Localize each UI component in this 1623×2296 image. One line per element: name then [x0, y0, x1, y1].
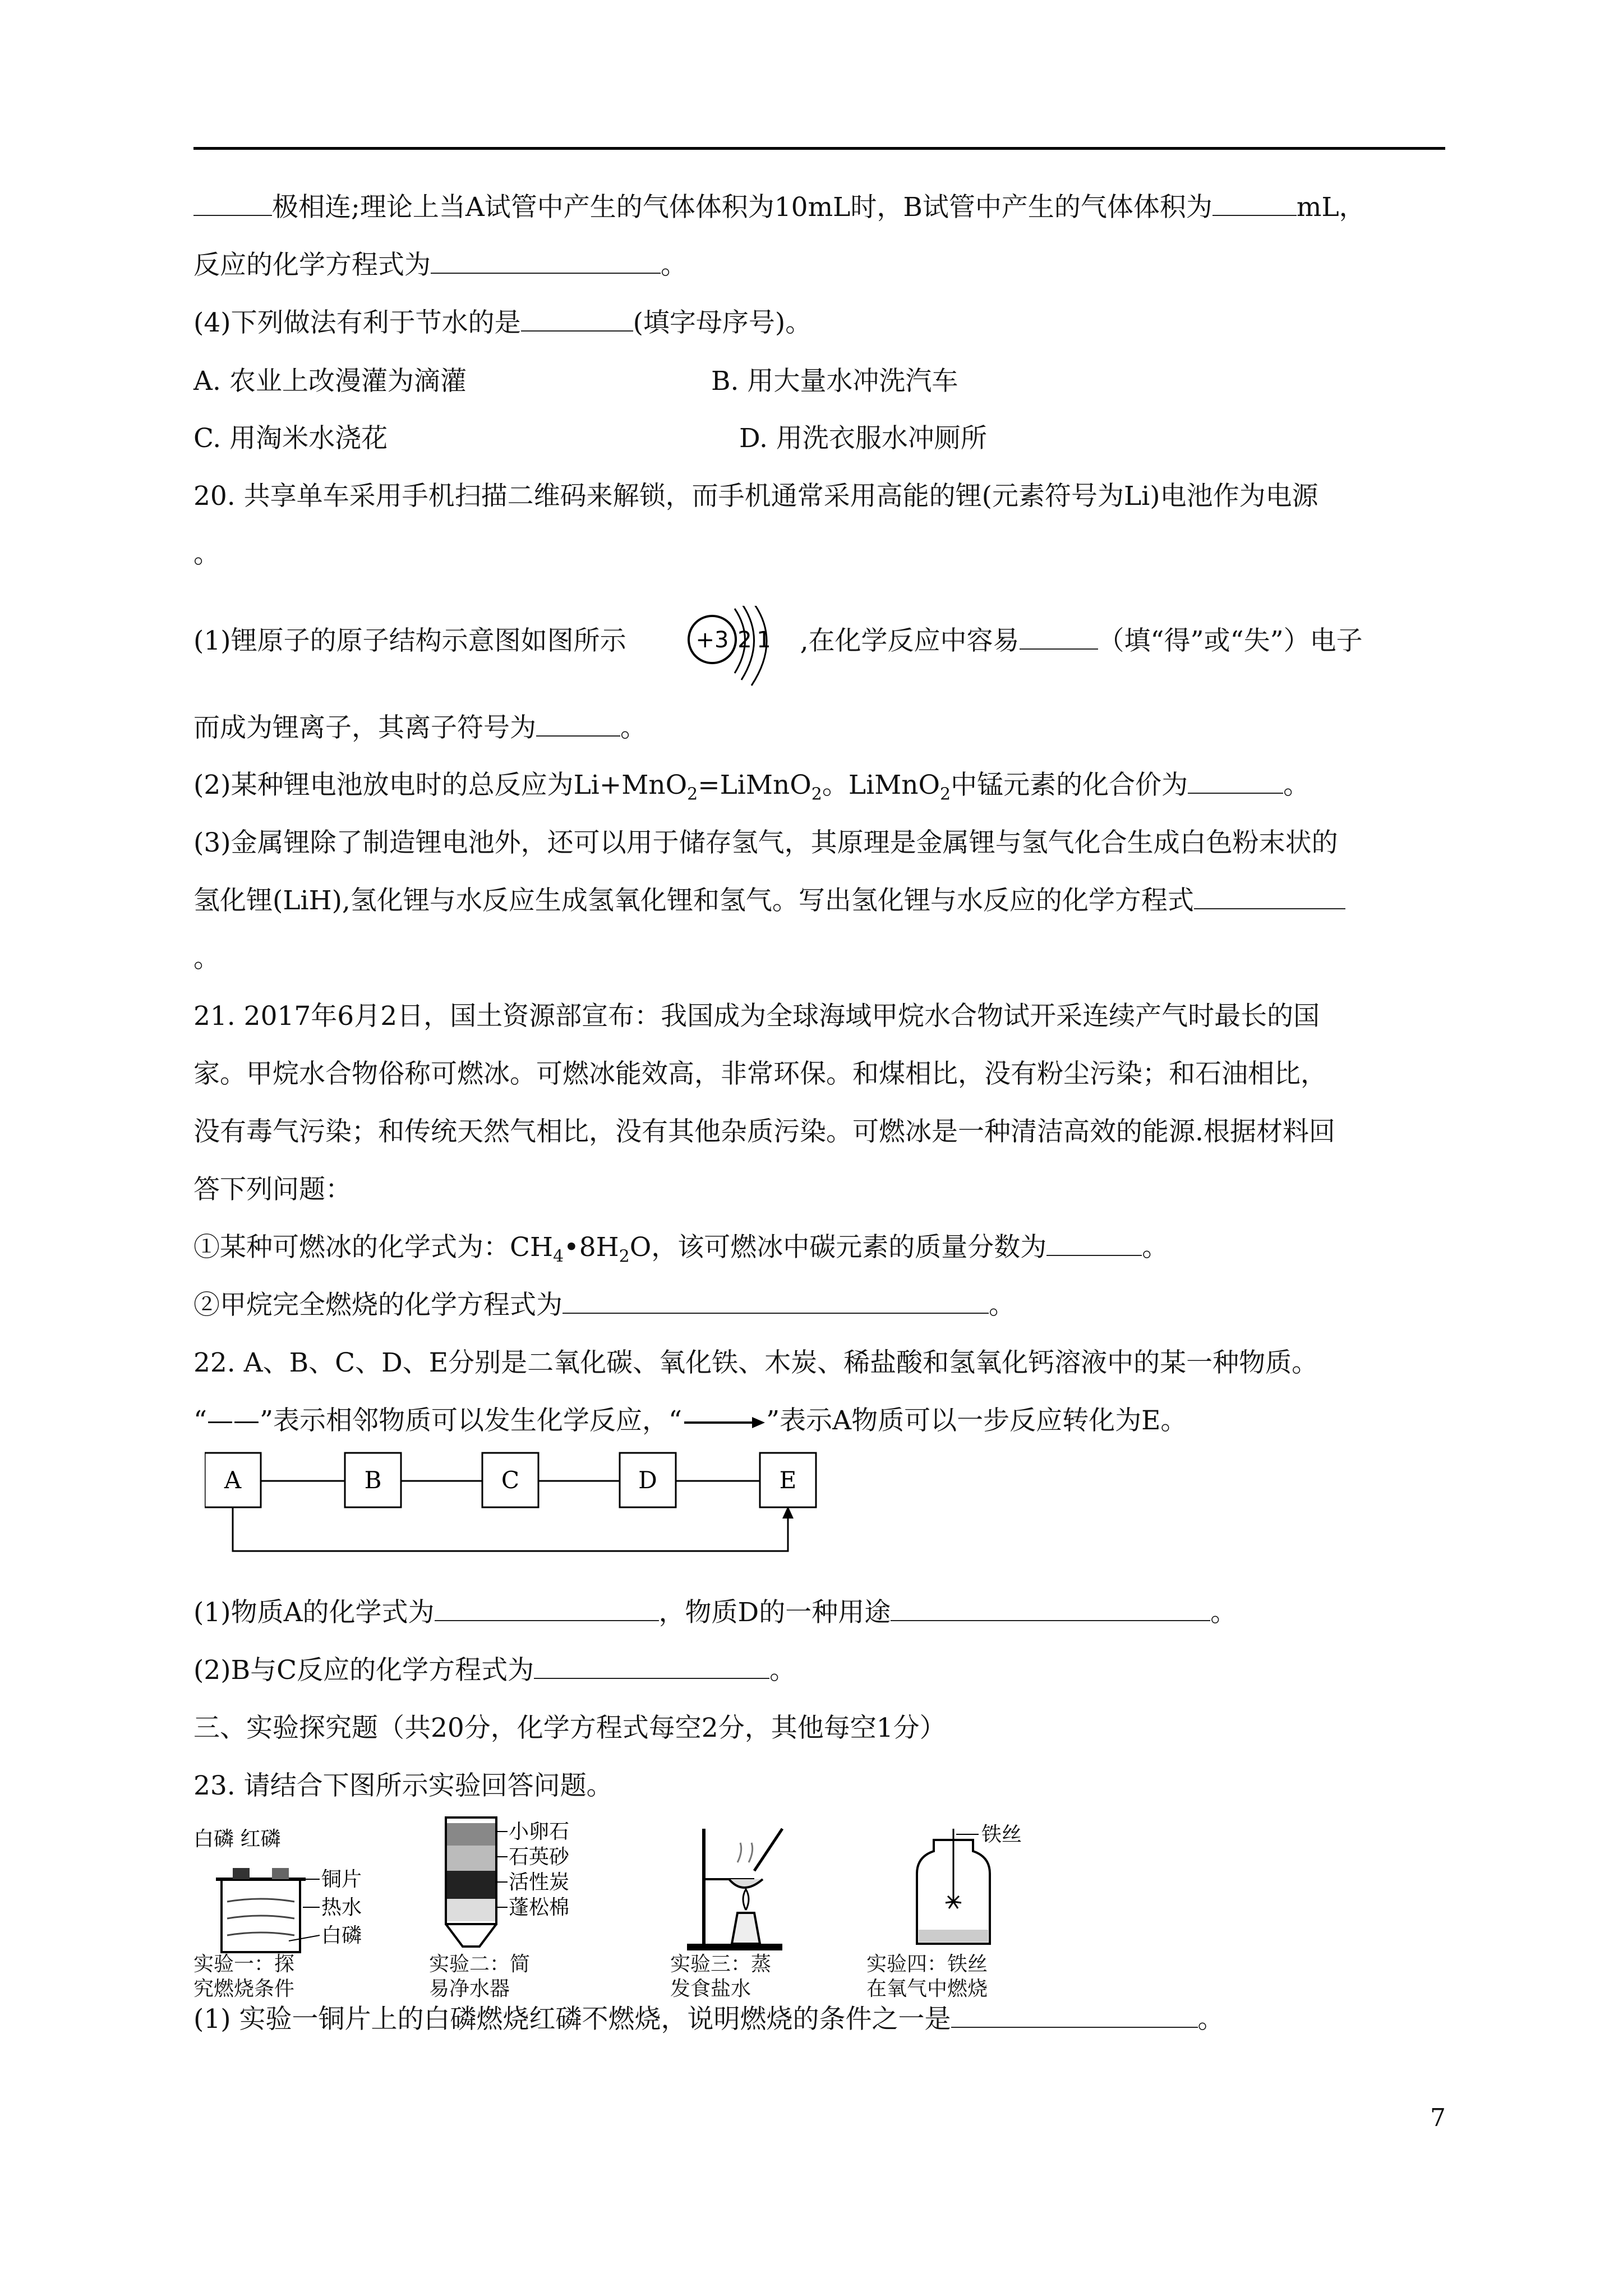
answer-blank[interactable] — [1020, 627, 1098, 650]
text-line: 家。甲烷水合物俗称可燃冰。可燃冰能效高，非常环保。和煤相比，没有粉尘污染；和石油相比， — [193, 1059, 1327, 1089]
figure-label: 蓬松棉 — [509, 1896, 570, 1919]
figure-label: 石英砂 — [509, 1846, 570, 1869]
conversion-arrow — [233, 1507, 788, 1551]
arrow-icon — [682, 1414, 766, 1431]
question-22: 22. A、B、C、D、E分别是二氧化碳、氧化铁、木炭、稀盐酸和氢氧化钙溶液中的某一种物质。 — [193, 1347, 1318, 1378]
evaporating-dish-shape — [729, 1879, 763, 1888]
alcohol-lamp-shape — [732, 1913, 760, 1944]
figure-label: 热水 — [321, 1896, 362, 1919]
option-d: D. 用洗衣服水冲厕所 — [739, 423, 987, 454]
text-line: 而成为锂离子，其离子符号为 。 — [193, 712, 647, 743]
answer-blank[interactable] — [1188, 771, 1283, 794]
answer-blank[interactable] — [193, 194, 272, 216]
answer-blank[interactable] — [1046, 1234, 1142, 1256]
question-21: 21. 2017年6月2日，国土资源部宣布：我国成为全球海域甲烷水合物试开采连续产气时最长的国 — [193, 1001, 1320, 1032]
lithium-atom-diagram — [685, 606, 781, 690]
answer-blank[interactable] — [536, 714, 620, 737]
text-line: 氢化锂(LiH),氢化锂与水反应生成氢氧化锂和氢气。写出氢化锂与水反应的化学方程式 — [193, 884, 1345, 918]
page-number: 7 — [1430, 2104, 1446, 2132]
experiment-3-figure — [670, 1818, 805, 1958]
experiment-1-figure — [193, 1823, 373, 1963]
question-23: 23. 请结合下图所示实验回答问题。 — [193, 1770, 613, 1801]
text-line: 极相连;理论上当A试管中产生的气体体积为10mL时，B试管中产生的气体体积为 mL， — [193, 191, 1366, 224]
text-line: 。 — [193, 943, 220, 974]
answer-blank[interactable] — [951, 2005, 1198, 2028]
answer-blank[interactable] — [431, 251, 661, 274]
box-e-label: E — [779, 1466, 797, 1494]
shell-2-electrons: 1 — [757, 627, 771, 653]
figure-label: 白磷 — [321, 1924, 362, 1947]
question-21-2: ②甲烷完全燃烧的化学方程式为 。 — [193, 1290, 1015, 1320]
question-21-1: ①某种可燃冰的化学式为：$CH_4•8H_2O$，该可燃冰中碳元素的质量分数为 。 — [193, 1232, 1169, 1267]
question-20-1: (1)锂原子的原子结构示意图如图所示 ,在化学反应中容易 （填“得”或“失”）电子 — [193, 625, 1363, 656]
text-line: 。 — [193, 539, 220, 569]
header-rule — [193, 147, 1445, 150]
experiment-1-caption: 实验一：探 究燃烧条件 — [193, 1953, 295, 2000]
answer-blank[interactable] — [435, 1599, 659, 1621]
question-4: (4)下列做法有利于节水的是 (填字母序号)。 — [193, 307, 812, 338]
option-row — [739, 422, 987, 455]
answer-blank[interactable] — [1194, 887, 1345, 909]
text-line: 答下列问题： — [193, 1174, 352, 1205]
experiment-4-caption: 实验四：铁丝 在氧气中燃烧 — [866, 1953, 988, 2000]
answer-blank[interactable] — [521, 309, 633, 332]
nucleus-charge: +3 — [695, 627, 729, 653]
text-line: 反应的化学方程式为 。 — [193, 250, 687, 280]
box-d-label: D — [638, 1466, 657, 1494]
figure-label: 铁丝 — [981, 1823, 1022, 1846]
option-row — [193, 365, 467, 398]
experiment-3-caption: 实验三：蒸 发食盐水 — [670, 1953, 772, 2000]
question-22-1: (1)物质A的化学式为 ，物质D的一种用途 。 — [193, 1597, 1237, 1628]
option-row — [711, 365, 958, 398]
figure-label: 小卵石 — [509, 1820, 570, 1843]
question-20-2: (2)某种锂电池放电时的总反应为Li+MnO$_2$=LiMnO$_2$。LiMnO$_2$中锰元素的化合价为 。 — [193, 770, 1310, 804]
question-20-3: (3)金属锂除了制造锂电池外，还可以用于储存氢气，其原理是金属锂与氢气化合生成白色粉末状的 — [193, 827, 1338, 858]
question-23-1: (1) 实验一铜片上的白磷燃烧红磷不燃烧，说明燃烧的条件之一是 。 — [193, 2004, 1224, 2035]
question-20: 20. 共享单车采用手机扫描二维码来解锁，而手机通常采用高能的锂(元素符号为Li)电池作为电源 — [193, 481, 1318, 512]
text-line: “——”表示相邻物质可以发生化学反应，“ ”表示A物质可以一步反应转化为E。 — [193, 1405, 1187, 1436]
option-b: B. 用大量水冲洗汽车 — [711, 366, 958, 397]
section-heading: 三、实验探究题（共20分，化学方程式每空2分，其他每空1分） — [193, 1713, 946, 1743]
experiment-2-caption: 实验二：简 易净水器 — [429, 1953, 531, 2000]
box-b-label: B — [364, 1466, 382, 1494]
glass-rod-shape — [754, 1829, 782, 1871]
shell-1-electrons: 2 — [737, 627, 752, 653]
answer-blank[interactable] — [891, 1599, 1210, 1621]
figure-label: 白磷 红磷 — [193, 1828, 281, 1851]
experiment-4-figure — [900, 1818, 1046, 1958]
substance-relation-diagram — [205, 1444, 822, 1568]
figure-label: 铜片 — [321, 1868, 362, 1891]
box-c-label: C — [501, 1466, 520, 1494]
option-row — [193, 422, 388, 455]
box-a-label: A — [224, 1466, 242, 1494]
option-c: C. 用淘米水浇花 — [193, 423, 388, 454]
answer-blank[interactable] — [1212, 194, 1297, 216]
text-line: 没有毒气污染；和传统天然气相比，没有其他杂质污染。可燃冰是一种清洁高效的能源.根据材料回 — [193, 1116, 1335, 1147]
answer-blank[interactable] — [534, 1657, 769, 1679]
option-a: A. 农业上改漫灌为滴灌 — [193, 366, 467, 397]
experiment-2-figure — [429, 1812, 597, 1963]
answer-blank[interactable] — [562, 1291, 989, 1314]
question-22-2: (2)B与C反应的化学方程式为 。 — [193, 1655, 796, 1686]
figure-label: 活性炭 — [509, 1871, 570, 1894]
